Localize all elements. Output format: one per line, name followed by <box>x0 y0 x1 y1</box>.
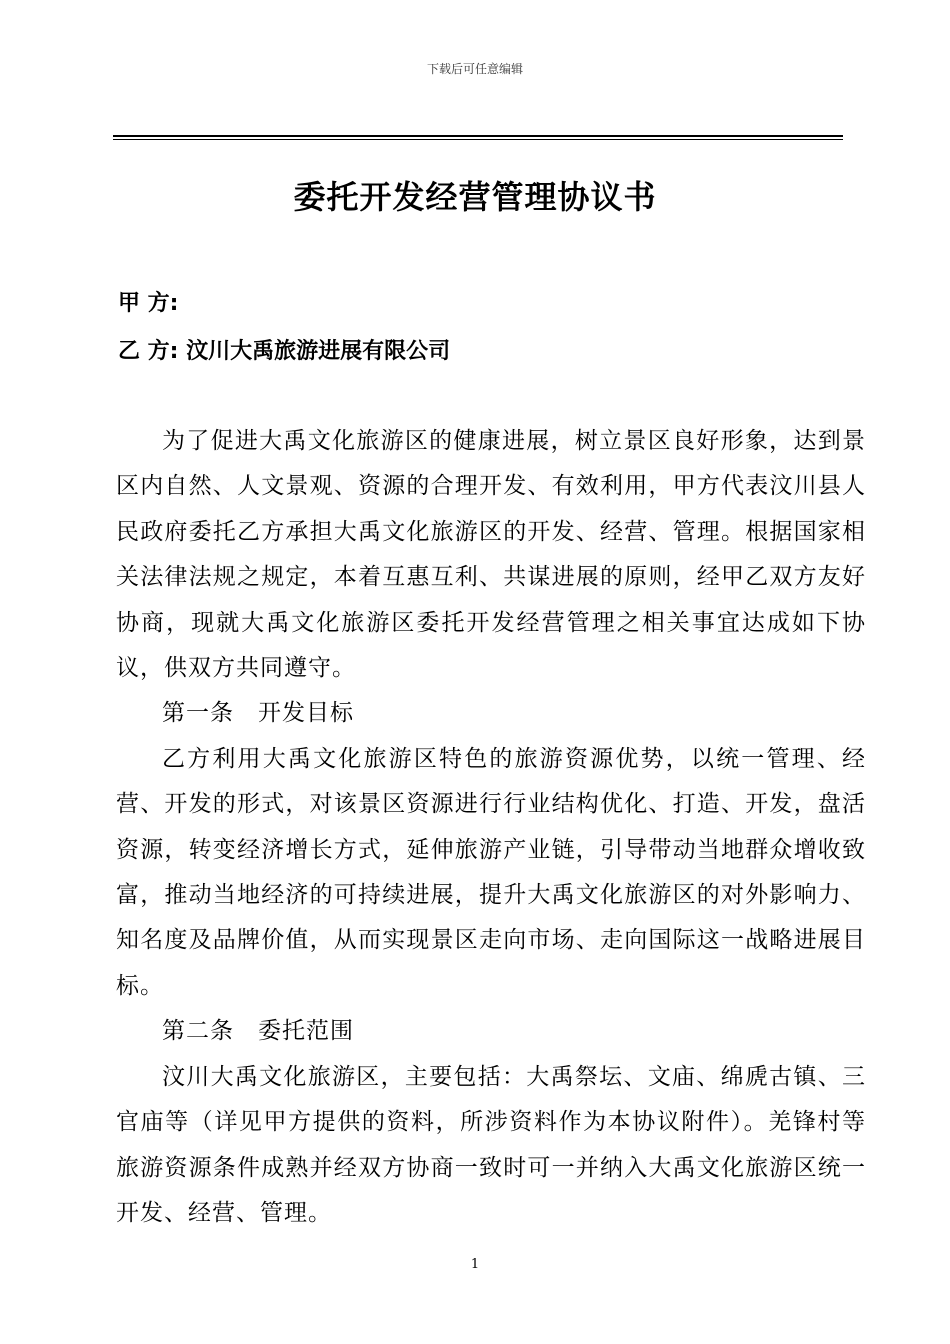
party-a-line: 甲 方: <box>118 291 179 316</box>
document-title: 委托开发经营管理协议书 <box>293 178 657 216</box>
header-note: 下载后可任意编辑 <box>426 62 523 76</box>
page-number: 1 <box>470 1257 480 1272</box>
article-1-heading: 第一条 开发目标 <box>162 700 354 727</box>
header-rule-thin <box>113 139 843 140</box>
party-b-line: 乙 方: 汶川大禹旅游进展有限公司 <box>118 339 451 364</box>
article-1-body: 乙方利用大禹文化旅游区特色的旅游资源优势，以统一管理、经营、开发的形式，对该景区资源进行行业结构优化、打造、开发，盘活资源，转变经济增长方式，延伸旅游产业链，引导带动当地群众增收致富，推动当地经济的可持续进展，提升大禹文化旅游区的对外影响力、知名度及品牌价值，从而实现景区走向市场、走向国际这一战略进展目标。 <box>116 745 866 999</box>
document-body <box>116 419 866 1236</box>
header-rule-thick <box>113 135 843 137</box>
paragraph-intro: 为了促进大禹文化旅游区的健康进展，树立景区良好形象，达到景区内自然、人文景观、资源的合理开发、有效利用，甲方代表汶川县人民政府委托乙方承担大禹文化旅游区的开发、经营、管理。根据国家相关法律法规之规定，本着互惠互利、共谋进展的原则，经甲乙双方友好协商，现就大禹文化旅游区委托开发经营管理之相关事宜达成如下协议，供双方共同遵守。 <box>116 428 866 682</box>
article-2-body: 汶川大禹文化旅游区，主要包括：大禹祭坛、文庙、绵虒古镇、三官庙等（详见甲方提供的资料，所涉资料作为本协议附件）。羌锋村等旅游资源条件成熟并经双方协商一致时可一并纳入大禹文化旅游区统一开发、经营、管理。 <box>116 1063 866 1226</box>
article-2-heading: 第二条 委托范围 <box>162 1018 354 1045</box>
